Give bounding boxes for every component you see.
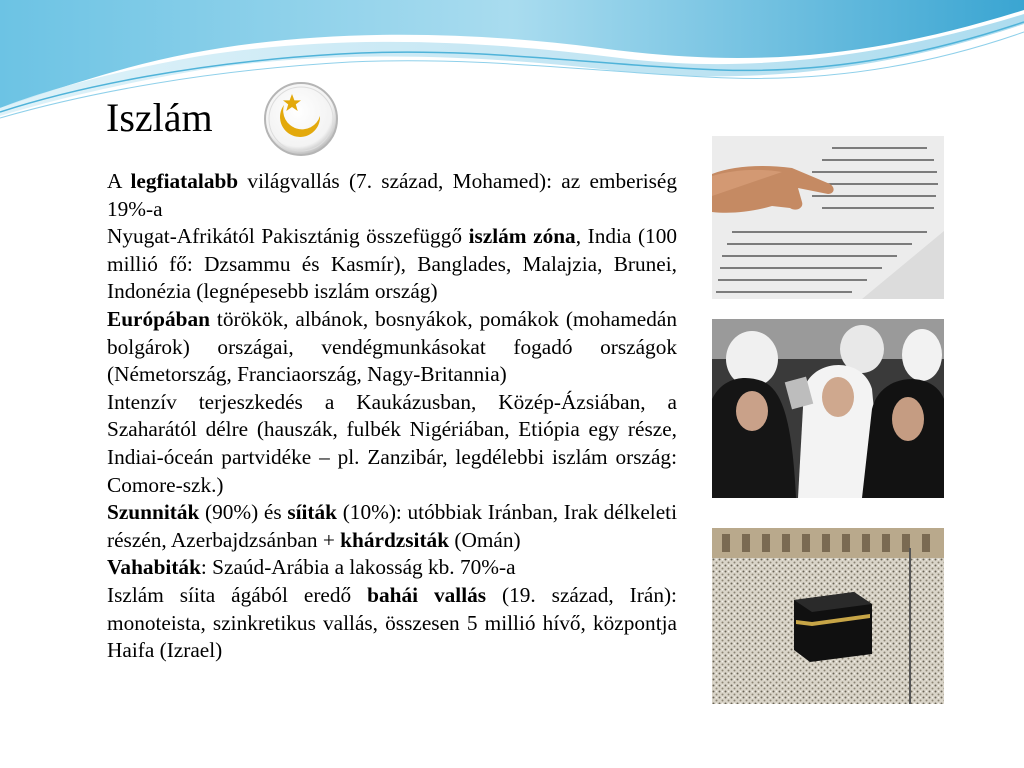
bold-text: Szunniták bbox=[107, 500, 200, 525]
body-paragraph bbox=[107, 168, 677, 223]
text-segment: Nyugat-Afrikától Pakisztánig összefüggő bbox=[107, 224, 469, 249]
text-segment: Intenzív terjeszkedés a Kaukázusban, Közép-Ázsiában, a Szaharától délre (hauszák, fulbék Nigériában, Etiópia egy része, Indiai-óceán partvidéke – pl. Zanzibár, legdélebbi iszlám ország: Comore-szk.) bbox=[107, 389, 677, 497]
text-segment: (Omán) bbox=[449, 527, 521, 552]
bold-text: síiták bbox=[287, 500, 338, 525]
bold-text: iszlám zóna bbox=[468, 224, 576, 249]
mecca-kaaba-photo bbox=[712, 528, 944, 704]
body-paragraph bbox=[107, 582, 677, 665]
bold-text: Vahabiták bbox=[107, 555, 201, 580]
body-paragraph bbox=[107, 223, 677, 306]
body-text bbox=[107, 168, 677, 665]
text-segment: (10%): utóbbiak Iránban, Irak délkeleti részén, Azerbajdzsánban + bbox=[107, 500, 677, 552]
bold-text: bahái vallás bbox=[367, 582, 487, 607]
veiled-women-praying-photo bbox=[712, 319, 944, 498]
text-segment: (90%) és bbox=[199, 500, 288, 525]
bold-text: Európában bbox=[107, 306, 210, 331]
body-paragraph bbox=[107, 554, 677, 582]
quran-reading-photo bbox=[712, 136, 944, 299]
slide-title: Iszlám bbox=[106, 95, 213, 140]
text-segment: Iszlám síita ágából eredő bbox=[107, 582, 368, 607]
text-segment: , India (100 millió fő: Dzsammu és Kasmír), Banglades, Malajzia, Brunei, Indonézia (legnépesebb iszlám ország) bbox=[107, 224, 677, 304]
text-segment: világvallás (7. század, Mohamed): az emberiség 19%-a bbox=[107, 169, 677, 221]
body-paragraph bbox=[107, 306, 677, 389]
bold-text: legfiatalabb bbox=[130, 169, 239, 193]
body-paragraph bbox=[107, 389, 677, 499]
text-segment: törökök, albánok, bosnyákok, pomákok (mohamedán bolgárok) országai, vendégmunkásokat fogadó országok (Németország, Franciaország, Nagy-Britannia) bbox=[107, 306, 677, 387]
text-segment: A bbox=[107, 169, 131, 193]
bold-text: khárdzsiták bbox=[340, 527, 450, 552]
text-segment: : Szaúd-Arábia a lakosság kb. 70%-a bbox=[200, 555, 516, 580]
text-segment: (19. század, Irán): monoteista, szinkretikus vallás, összesen 5 millió hívő, központja Haifa (Izrael) bbox=[107, 582, 677, 663]
star-and-crescent-icon bbox=[262, 80, 340, 158]
body-paragraph bbox=[107, 499, 677, 554]
